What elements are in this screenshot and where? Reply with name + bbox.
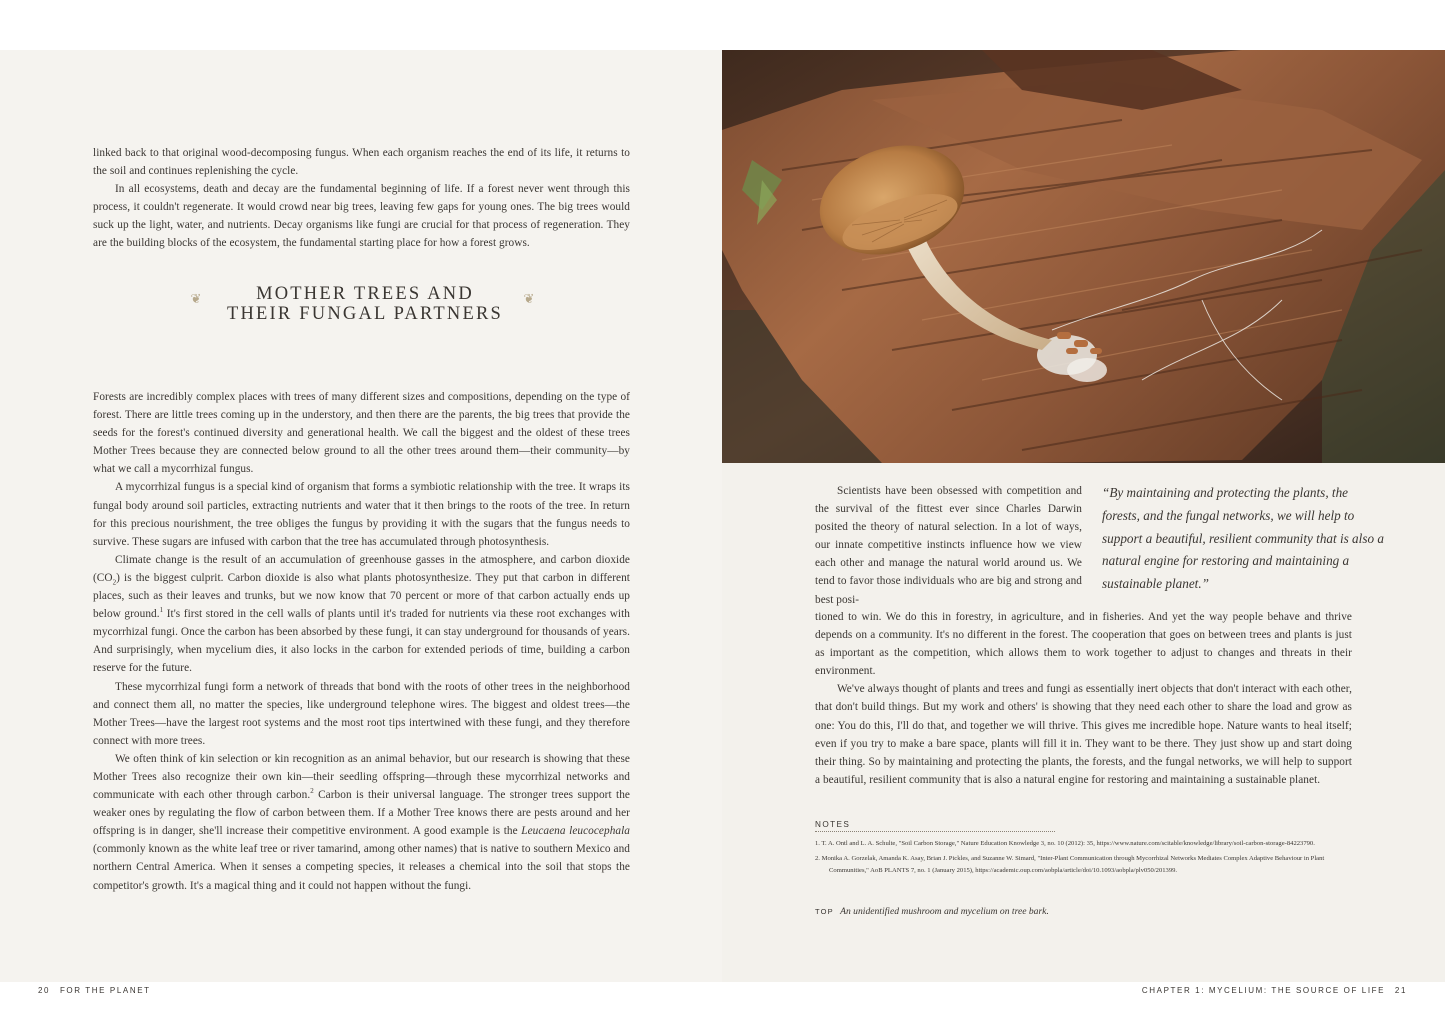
right-footer bbox=[1142, 986, 1407, 995]
narrow-text bbox=[815, 482, 1082, 609]
intro-text bbox=[93, 144, 630, 253]
heading-line-1: MOTHER TREES AND bbox=[256, 284, 474, 304]
body-text bbox=[93, 388, 630, 895]
note-1: 1. T. A. Ontl and L. A. Schulte, "Soil Carbon Storage," Nature Education Knowledge 3, no. 10 (2012): 35, https://www.nature.com/scitable/knowledge/library/soil-carbon-storage-84223790. bbox=[815, 840, 1315, 847]
caption-label: TOP bbox=[815, 907, 834, 916]
right-page bbox=[722, 50, 1445, 995]
intro-paragraph-2: In all ecosystems, death and decay are the fundamental beginning of life. If a forest never went through this process, it couldn't regenerate. It would crowd near big trees, leaving few gaps for young ones. The big trees would suck up the light, water, and nutrients. Decay organisms like fungi are crucial for that process of regeneration. They are the building blocks of the ecosystem, the fundamental starting place for how a forest grows. bbox=[93, 183, 630, 250]
right-paragraph-1-continued: tioned to win. We do this in forestry, in agriculture, and in fisheries. And yet the way people behave and thrive depends on a community. It's no different in the forest. The cooperation that goes on between trees and plants is just as important as the competition, which allows them to work together to adjust to changes and threats in their environment. bbox=[815, 611, 1352, 678]
right-paragraph-1: Scientists have been obsessed with competition and the survival of the fittest ever since Charles Darwin posited the theory of natural selection. In a lot of ways, our innate competitive instincts influence how we view each other and manage the natural world around us. We tend to favor those individuals who are big and strong and best posi- bbox=[815, 485, 1082, 606]
photo-caption bbox=[815, 906, 1352, 917]
footnote-ref-1: 1 bbox=[159, 606, 164, 615]
body-paragraph-5: We often think of kin selection or kin recognition as an animal behavior, but our research is showing that these Mother Trees also recognize their own kin—their seedling offspring—through these mycorrhizal networks and communicate with each other through carbon.$^2$ Carbon is their universal language. The stronger trees support the weaker ones by regulating the flow of carbon between them. If a Mother Tree knows there are pests around and her offspring is in danger, she'll increase their competitive environment. A good example is the Leucaena leucocephala (commonly known as the white leaf tree or river tamarind, among other names) that is native to southern Mexico and northern Central America. When it senses a competing species, it releases a chemical into the soil that stops the competitor's growth. It's a magical thing and it could not happen without the fungi. bbox=[93, 752, 630, 892]
body-paragraph-1: Forests are incredibly complex places with trees of many different sizes and compositions, depending on the type of forest. There are little trees coming up in the understory, and then there are the parents, the big trees that provide the seeds for the forest's continued diversity and generational health. We call the biggest and the oldest of these trees Mother Trees because they are connected below ground to all the other trees around them—their community—by what we call a mycorrhizal fungus. bbox=[93, 391, 630, 476]
intro-paragraph-1: linked back to that original wood-decomposing fungus. When each organism reaches the end of its life, it returns to the soil and continues replenishing the cycle. bbox=[93, 147, 630, 178]
notes-divider bbox=[815, 831, 1055, 832]
body-paragraph-2: A mycorrhizal fungus is a special kind of organism that forms a symbiotic relationship with the tree. It wraps its fungal body around soil particles, extracting nutrients and water that it then brings to the roots of the tree. In return for this precious nourishment, the tree obliges the fungus by providing it with the sugars that the fungus needs to survive. These sugars are infused with carbon that the tree has accumulated through photosynthesis. bbox=[93, 481, 630, 548]
ornament-left-icon: ❦ bbox=[190, 291, 202, 306]
heading-line-2: THEIR FUNGAL PARTNERS bbox=[226, 304, 504, 324]
body-paragraph-3: Climate change is the result of an accumulation of greenhouse gasses in the atmosphere, and carbon dioxide $(CO_2)$ is the biggest culprit. Carbon dioxide is also what plants photosynthesize. They put that carbon in different places, such as their leaves and trunks, but we now know that 70 percent or more of that carbon actually ends up below ground.$^1$ It's first stored in the cell walls of plants until it's traded for nutrients via these root exchanges with mycorrhizal fungi. Once the carbon has been absorbed by these fungi, it can stay underground for thousands of years. And surprisingly, when mycelium dies, it also locks in the carbon for extended periods of time, building a carbon reserve for the future. bbox=[93, 553, 630, 675]
note-2: 2. Monika A. Gorzelak, Amanda K. Asay, Brian J. Pickles, and Suzanne W. Simard, "Inter-Plant Communication through Mycorrhizal Networks Mediates Complex Adaptive Behaviour in Plant Communities," AoB PLANTS 7, no. 1 (January 2015), https://academic.oup.com/aobpla/article/doi/10.1093/aobpla/plv050/201399. bbox=[815, 855, 1325, 874]
ornament-right-icon: ❦ bbox=[523, 291, 535, 306]
page-number-left: 20 bbox=[38, 986, 51, 995]
footnote-ref-2: 2 bbox=[310, 787, 314, 796]
notes-title: NOTES bbox=[815, 820, 851, 829]
left-page bbox=[0, 50, 722, 995]
pull-quote: “By maintaining and protecting the plants, the forests, and the fungal networks, we will help to support a beautiful, resilient community that is also a natural engine for restoring and maintaining a sustainable planet.” bbox=[1102, 485, 1384, 592]
body-paragraph-4: These mycorrhizal fungi form a network of threads that bond with the roots of other trees in the neighborhood and connect them all, no matter the species, like underground telephone wires. The biggest and oldest trees—the Mother Trees—have the largest root systems and the most root tips intertwined with these fungi, and they therefore connect with more trees. bbox=[93, 680, 630, 747]
book-spread bbox=[0, 50, 1445, 995]
chapter-title: CHAPTER 1: MYCELIUM: THE SOURCE OF LIFE bbox=[1141, 986, 1386, 995]
right-paragraph-2: We've always thought of plants and trees and fungi as essentially inert objects that don't interact with each other, that don't build things. But my work and others' is showing that they need each other to share the load and grow as one: You do this, I'll do that, and together we will thrive. This gives me incredible hope. Nature wants to heal itself; even if you try to make a bare space, plants will fill it in. They want to be there. They just show up and start doing their thing. So by maintaining and protecting the plants, the forests, and the fungal networks, we will help to support a beautiful, resilient community that is also a natural engine for restoring and maintaining a sustainable planet. bbox=[815, 683, 1352, 786]
book-title: FOR THE PLANET bbox=[59, 986, 151, 995]
caption-text: An unidentified mushroom and mycelium on tree bark. bbox=[840, 906, 1049, 917]
mushroom-on-bark-photo bbox=[722, 50, 1445, 463]
photo-illustration bbox=[722, 50, 1445, 463]
page-number-right: 21 bbox=[1394, 986, 1407, 995]
left-footer bbox=[38, 986, 151, 995]
notes-section bbox=[815, 820, 1352, 880]
section-heading bbox=[180, 284, 550, 324]
right-body-text bbox=[815, 608, 1352, 789]
